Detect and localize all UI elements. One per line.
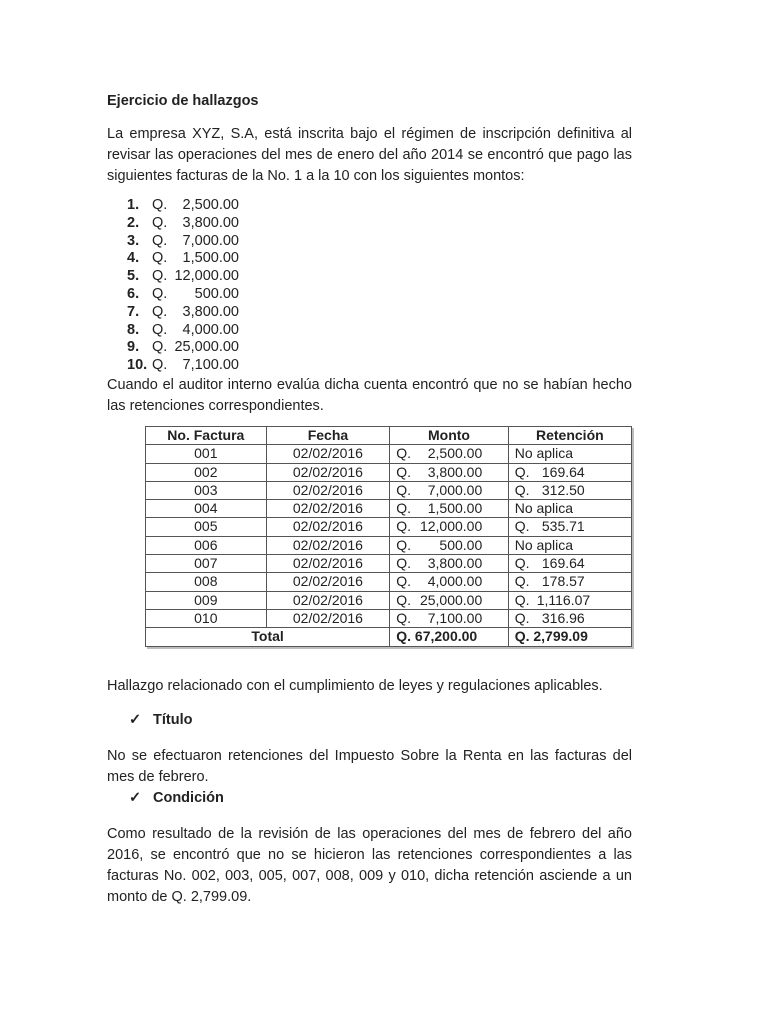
- amounts-list: [127, 197, 632, 375]
- document-title: Ejercicio de hallazgos: [107, 93, 259, 109]
- hallazgo-paragraph: Hallazgo relacionado con el cumplimiento de leyes y regulaciones aplicables.: [107, 677, 603, 694]
- table-row: 002 02/02/2016 Q. 3,800.00 Q. 169.64: [146, 463, 632, 481]
- total-retencion: Q. 2,799.09: [508, 628, 631, 646]
- table-row: 001 02/02/2016 Q. 2,500.00 No aplica: [146, 445, 632, 463]
- total-label: Total: [146, 628, 390, 646]
- table-row: 004 02/02/2016 Q. 1,500.00 No aplica: [146, 500, 632, 518]
- list-item: 6. Q. 500.00: [127, 285, 239, 302]
- document-page: [107, 92, 632, 908]
- condicion-body: Como resultado de la revisión de las operaciones del mes de febrero del año 2016, se encontró que no se hicieron las retenciones correspondientes a las facturas No. 002, 003, 005, 007, 008, 009 y 010, dicha retención asciende a un monto de Q. 2,799.09.: [107, 825, 632, 905]
- table-row: 010 02/02/2016 Q. 7,100.00 Q. 316.96: [146, 609, 632, 627]
- auditor-paragraph: Cuando el auditor interno evalúa dicha cuenta encontró que no se habían hecho las retenciones correspondientes.: [107, 376, 632, 414]
- intro-paragraph: La empresa XYZ, S.A, está inscrita bajo el régimen de inscripción definitiva al revisar las operaciones del mes de enero del año 2014 se encontró que pago las siguientes facturas de la No. 1 a la 10 con los siguientes montos:: [107, 126, 632, 184]
- section-heading-titulo: ✓ Título: [129, 711, 193, 728]
- table-row: 003 02/02/2016 Q. 7,000.00 Q. 312.50: [146, 481, 632, 499]
- list-item: 8. Q. 4,000.00: [127, 321, 239, 338]
- table-row: 005 02/02/2016 Q. 12,000.00 Q. 535.71: [146, 518, 632, 536]
- checkmark-icon: ✓: [129, 789, 142, 806]
- list-item: 2. Q. 3,800.00: [127, 214, 239, 231]
- section-heading-condicion: ✓ Condición: [129, 789, 224, 806]
- list-item: 4. Q. 1,500.00: [127, 250, 239, 267]
- list-item: 5. Q. 12,000.00: [127, 268, 239, 285]
- table-row: 006 02/02/2016 Q. 500.00 No aplica: [146, 536, 632, 554]
- header-monto: Monto: [390, 426, 508, 444]
- list-item: 3. Q. 7,000.00: [127, 232, 239, 249]
- list-item: 7. Q. 3,800.00: [127, 303, 239, 320]
- list-item: 9. Q. 25,000.00: [127, 339, 239, 356]
- titulo-body: No se efectuaron retenciones del Impuesto Sobre la Renta en las facturas del mes de febrero.: [107, 747, 632, 785]
- header-fecha: Fecha: [266, 426, 390, 444]
- table-row: 008 02/02/2016 Q. 4,000.00 Q. 178.57: [146, 573, 632, 591]
- checkmark-icon: ✓: [129, 711, 142, 728]
- retention-table: [145, 426, 632, 647]
- header-factura: No. Factura: [146, 426, 267, 444]
- table-row: 007 02/02/2016 Q. 3,800.00 Q. 169.64: [146, 555, 632, 573]
- total-monto: Q. 67,200.00: [390, 628, 508, 646]
- list-item: 1. Q. 2,500.00: [127, 197, 239, 213]
- table-row: 009 02/02/2016 Q. 25,000.00 Q. 1,116.07: [146, 591, 632, 609]
- list-item: 10. Q. 7,100.00: [127, 357, 239, 374]
- header-retencion: Retención: [508, 426, 631, 444]
- table-header-row: [146, 426, 632, 444]
- table-total-row: [146, 628, 632, 646]
